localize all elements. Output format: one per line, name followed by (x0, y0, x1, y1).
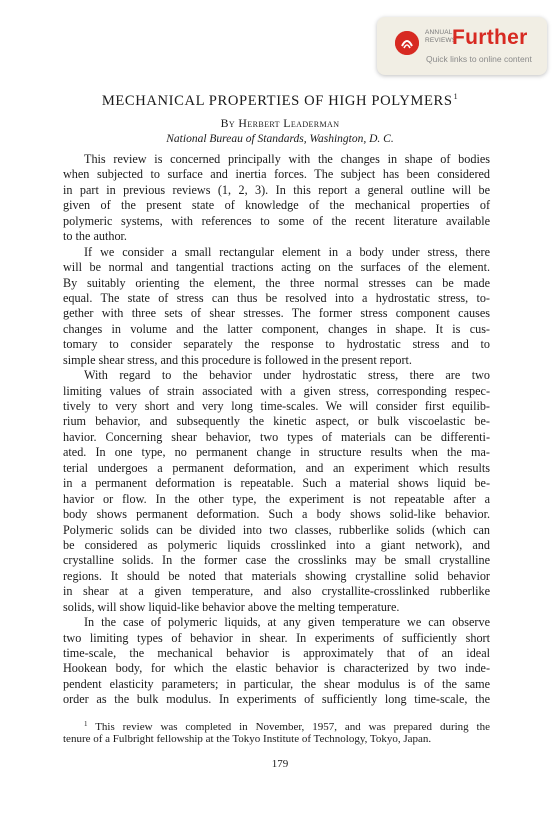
footnote-line (63, 717, 490, 732)
body-line: If we consider a small rectangular element in a body under stress, there (84, 244, 490, 259)
body-line: With regard to the behavior under hydrostatic stress, there are two (84, 368, 490, 383)
page-number: 179 (271, 758, 289, 770)
footnote-text: This review was completed in November, 1957, and was prepared during the (95, 721, 490, 733)
body-line: Hookean body, for which the elastic behavior is characterized by two inde- (63, 661, 490, 676)
body-line: ated. In one type, no permanent change in structure results when the ma- (63, 445, 490, 460)
body-line: order as the bulk modulus. In experiments of sufficiently long time-scale, the (63, 692, 490, 707)
body-line: rium behavior, and subsequently the kinetic aspect, or bulk viscoelastic be- (63, 414, 490, 429)
article-title (0, 92, 560, 110)
body-line: crystalline solids. In the former case the crosslinks may be small crystalline (63, 553, 490, 568)
further-banner[interactable] (377, 17, 547, 75)
annual-reviews-logo-icon (395, 31, 419, 55)
body-line: polymeric systems, with references to some of the recent literature available (63, 213, 490, 228)
banner-brand-line1: ANNUAL (425, 29, 453, 36)
body-line: This review is concerned principally with the changes in shape of bodies (84, 152, 490, 166)
body-line: By suitably orienting the element, the three normal stresses can be made (63, 275, 490, 290)
footnote-line: tenure of a Fulbright fellowship at the Tokyo Institute of Technology, Tokyo, Japan. (63, 732, 432, 745)
body-line: solids, will show liquid-like behavior above the melting temperature. (63, 599, 400, 614)
author-by: By (220, 116, 236, 130)
title-footnote-mark[interactable]: 1 (453, 92, 459, 101)
footnote (63, 717, 490, 746)
article-title-text: MECHANICAL PROPERTIES OF HIGH POLYMERS (101, 93, 453, 109)
body-line: Polymeric solids can be divided into two classes, rubberlike solids (which can (63, 522, 490, 537)
body-line: will be normal and tangential tractions acting on the surfaces of the element. (63, 260, 490, 275)
author-name: Herbert Leaderman (238, 116, 340, 130)
author-affiliation: National Bureau of Standards, Washington, D. C. (166, 133, 394, 145)
banner-further-label: Further (452, 26, 528, 49)
body-line: havior. Concerning shear behavior, two types of materials can be differenti- (63, 429, 490, 444)
body-line: havior or flow. In the other type, the experiment is not repeatable after a (63, 491, 490, 506)
body-line: in part in previous reviews (1, 2, 3). In this report a general outline will be (63, 182, 490, 197)
body-line: pendent elasticity parameters; in particular, the shear modulus is of the same (63, 676, 490, 691)
article-author (0, 116, 560, 131)
article-body (63, 152, 490, 708)
footnote-mark: 1 (84, 720, 88, 728)
body-line: in a permanent deformation is repeatable. Such a material shows liquid be- (63, 476, 490, 491)
body-line: changes in volume and the latter component, changes in shape. It is cus- (63, 321, 490, 336)
banner-brand-line2: REVIEWS (425, 37, 457, 44)
body-line: In the case of polymeric liquids, at any given temperature we can observe (84, 615, 490, 630)
body-line: tomary to consider separately the response to hydrostatic stress and to (63, 337, 490, 352)
body-line: limiting values of strain associated with a given stress, corresponding respec- (63, 383, 490, 398)
body-line: terial undergoes a permanent deformation, and an experiment which results (63, 460, 490, 475)
body-line: to the author. (63, 229, 127, 244)
body-line: when subjected to surface and inertia forces. The subject has been considered (63, 167, 490, 182)
body-line: equal. The state of stress can thus be resolved into a hydrostatic stress, to- (63, 290, 490, 305)
body-line: be considered as polymeric liquids crosslinked into a giant network), and (63, 537, 490, 552)
body-line: two limiting types of behavior in shear. In experiments of sufficiently short (63, 630, 490, 645)
banner-tagline: Quick links to online content (426, 54, 532, 64)
body-line: gether with three sets of shear stresses. The former stress component causes (63, 306, 490, 321)
body-line: body shows permanent deformation. Such a body shows solid-like behavior. (63, 507, 490, 522)
body-line: simple shear stress, and this procedure is followed in the present report. (63, 352, 412, 367)
body-line: given of the present state of knowledge of the mechanical properties of (63, 198, 490, 213)
body-line: regions. It should be noted that materials showing crystalline solid behavior (63, 568, 490, 583)
body-line: time-scale, the mechanical behavior is approximately that of an ideal (63, 646, 490, 660)
body-line: tively to very short and very long time-scales. We will consider first equilib- (63, 399, 490, 413)
body-line: in shear at a given temperature, and also crystallite-crosslinked rubberlike (63, 584, 490, 599)
